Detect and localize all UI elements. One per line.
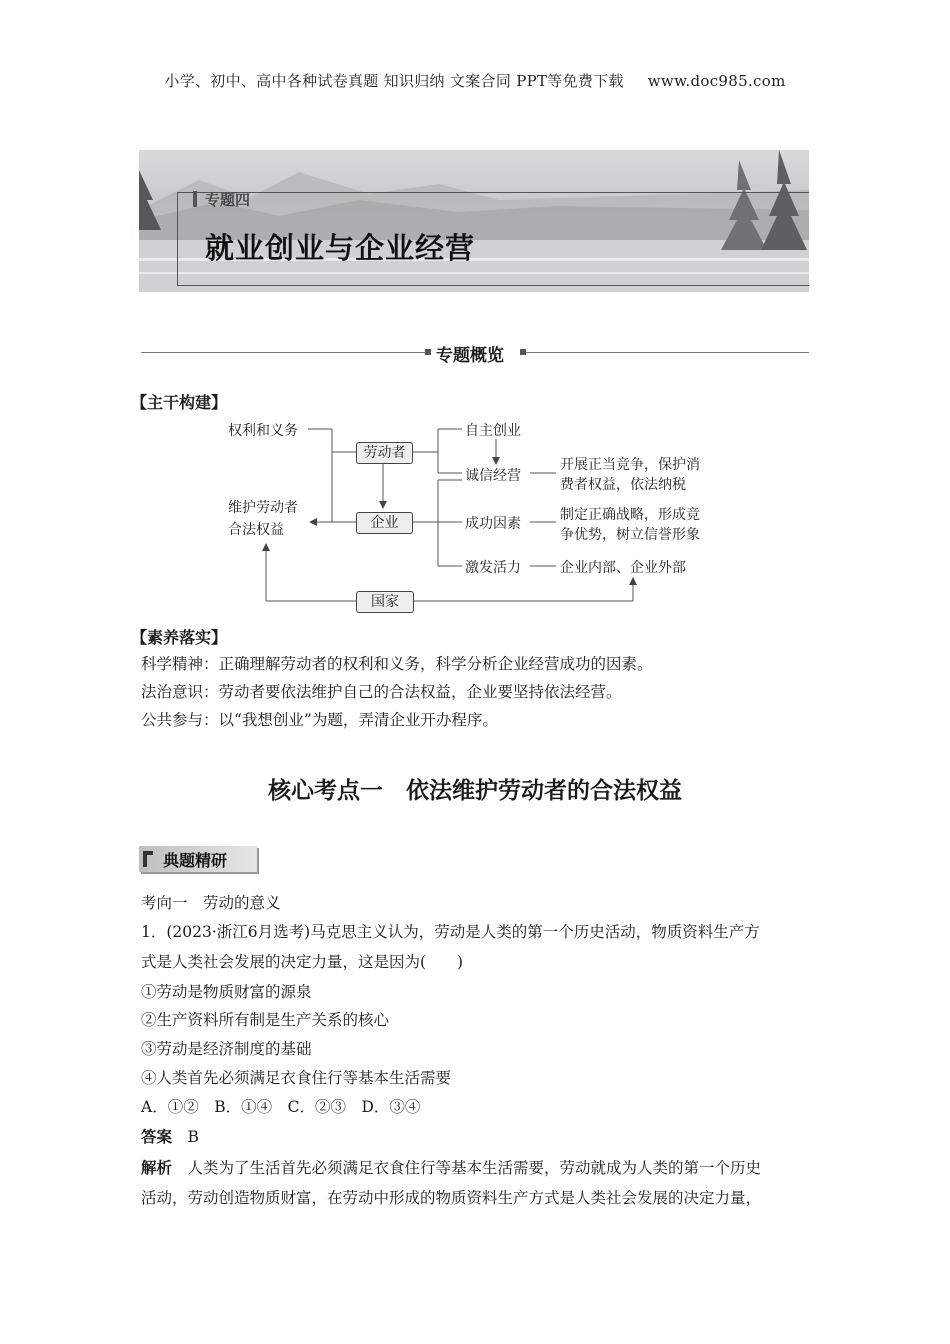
structure-diagram [220,410,740,620]
analysis-label: 解析 [141,1159,173,1177]
study-tag [139,846,257,872]
node-honest-desc-2: 费者权益，依法纳税 [560,477,686,493]
overview-rule-right [526,352,809,353]
analysis-line2: 活动，劳动创造物质财富，在劳动中形成的物质资料生产方式是人类社会发展的决定力量， [141,1189,762,1207]
answer-value: B [187,1128,199,1146]
question-option-1: ①劳动是物质财富的源泉 [141,983,312,1001]
node-state: 国家 [356,591,414,613]
node-vitality: 激发活力 [465,560,521,576]
analysis-line1-row [141,1154,761,1182]
literacy-item-science: 科学精神：正确理解劳动者的权利和义务，科学分析企业经营成功的因素。 [141,655,653,673]
structure-heading: 【主干构建】 [131,393,228,412]
header-url[interactable]: www.doc985.com [647,72,786,90]
node-laborer: 劳动者 [356,442,413,464]
question-option-4: ④人类首先必须满足衣食住行等基本生活需要 [141,1069,452,1087]
node-honest-desc-1: 开展正当竞争，保护消 [560,457,700,473]
node-enterprise: 企业 [356,512,413,534]
node-success-desc-2: 争优势，树立信誉形象 [560,527,700,543]
topic-title: 就业创业与企业经营 [205,231,476,265]
node-vitality-desc: 企业内部、企业外部 [560,560,686,576]
literacy-item-public: 公共参与：以“我想创业”为题，弄清企业开办程序。 [141,711,498,729]
question-stem-line2: 式是人类社会发展的决定力量，这是因为( ) [141,953,464,971]
header-text: 小学、初中、高中各种试卷真题 知识归纳 文案合同 PPT等免费下载 [164,72,624,90]
topic-banner [139,150,809,292]
analysis-line1: 人类为了生活首先必须满足衣食住行等基本生活需要，劳动就成为人类的第一个历史 [187,1159,762,1177]
tag-corner-icon [143,851,153,867]
overview-label: 专题概览 [436,346,504,366]
overview-rule-left [141,352,425,353]
node-protect-line1: 维护劳动者 [228,500,298,516]
section-title: 核心考点一 依法维护劳动者的合法权益 [268,778,682,804]
page-header [0,70,950,91]
answer-label: 答案 [141,1128,173,1146]
topic-number: 专题四 [205,191,251,209]
question-option-2: ②生产资料所有制是生产关系的核心 [141,1011,390,1029]
question-stem-line1: 1．(2023·浙江6月选考)马克思主义认为，劳动是人类的第一个历史活动，物质资料生产方 [141,923,760,941]
answer-row [141,1123,199,1151]
node-self-start: 自主创业 [465,423,521,439]
overview-rule-dot-left [425,349,431,355]
question-direction: 考向一 劳动的意义 [141,894,281,912]
node-success-desc-1: 制定正确战略，形成竞 [560,507,700,523]
node-success: 成功因素 [465,516,521,532]
node-honest: 诚信经营 [465,468,521,484]
question-choices: A．①② B．①④ C．②③ D．③④ [141,1098,421,1116]
literacy-heading: 【素养落实】 [131,628,228,647]
node-protect-line2: 合法权益 [228,522,284,538]
literacy-item-law: 法治意识：劳动者要依法维护自己的合法权益，企业要坚持依法经营。 [141,683,622,701]
study-tag-label: 典题精研 [163,851,228,870]
question-option-3: ③劳动是经济制度的基础 [141,1040,312,1058]
node-rights: 权利和义务 [228,423,298,439]
